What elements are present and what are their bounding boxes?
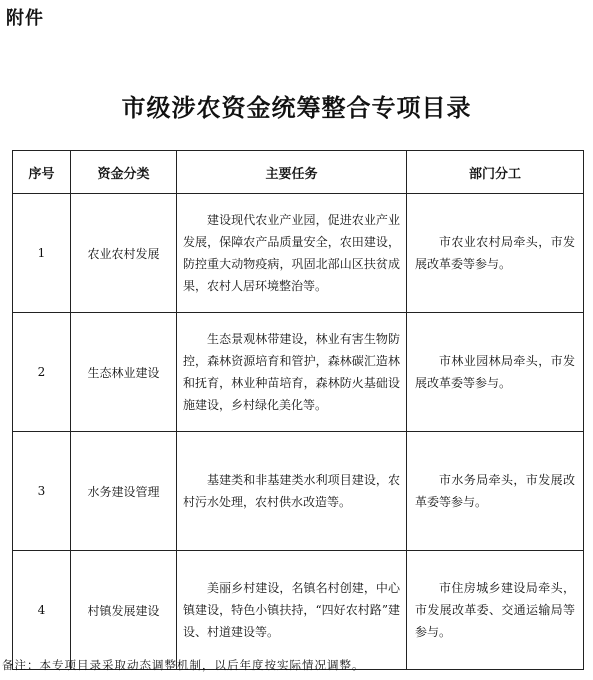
table-row bbox=[13, 194, 584, 313]
table-row bbox=[13, 551, 584, 670]
row-number: 3 bbox=[13, 432, 71, 551]
row-department: 市水务局牵头，市发展改革委等参与。 bbox=[407, 432, 584, 551]
row-number: 2 bbox=[13, 313, 71, 432]
row-category: 村镇发展建设 bbox=[71, 551, 177, 670]
table-row bbox=[13, 432, 584, 551]
attachment-label: 附件 bbox=[6, 8, 44, 29]
row-number: 1 bbox=[13, 194, 71, 313]
row-category: 生态林业建设 bbox=[71, 313, 177, 432]
row-department: 市农业农村局牵头，市发展改革委等参与。 bbox=[407, 194, 584, 313]
catalog-table bbox=[12, 150, 584, 670]
header-number: 序号 bbox=[13, 151, 71, 194]
row-category: 农业农村发展 bbox=[71, 194, 177, 313]
row-category: 水务建设管理 bbox=[71, 432, 177, 551]
row-task: 美丽乡村建设，名镇名村创建，中心镇建设，特色小镇扶持，“四好农村路”建设、村道建设等。 bbox=[177, 551, 407, 670]
row-department: 市住房城乡建设局牵头，市发展改革委、交通运输局等参与。 bbox=[407, 551, 584, 670]
row-number: 4 bbox=[13, 551, 71, 670]
row-task: 生态景观林带建设，林业有害生物防控，森林资源培育和管护，森林碳汇造林和抚育，林业种苗培育，森林防火基础设施建设，乡村绿化美化等。 bbox=[177, 313, 407, 432]
header-task: 主要任务 bbox=[177, 151, 407, 194]
row-task: 建设现代农业产业园，促进农业产业发展，保障农产品质量安全，农田建设，防控重大动物疫病，巩固北部山区扶贫成果，农村人居环境整治等。 bbox=[177, 194, 407, 313]
table-header-row bbox=[13, 151, 584, 194]
document-title: 市级涉农资金统筹整合专项目录 bbox=[121, 93, 472, 122]
footnote: 备注：本专项目录采取动态调整机制，以后年度按实际情况调整。 bbox=[2, 658, 365, 672]
header-department: 部门分工 bbox=[407, 151, 584, 194]
row-department: 市林业园林局牵头，市发展改革委等参与。 bbox=[407, 313, 584, 432]
table-row bbox=[13, 313, 584, 432]
header-category: 资金分类 bbox=[71, 151, 177, 194]
row-task: 基建类和非基建类水利项目建设，农村污水处理，农村供水改造等。 bbox=[177, 432, 407, 551]
